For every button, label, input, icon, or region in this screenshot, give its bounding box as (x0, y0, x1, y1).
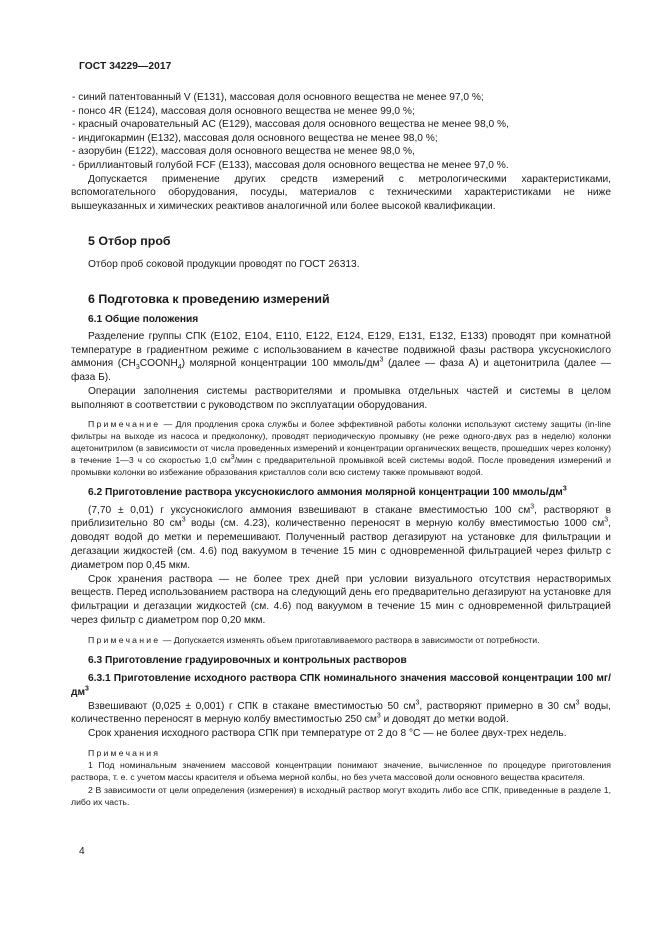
note-label: Примечание (88, 634, 161, 645)
paragraph: Срок хранения раствора — не более трех дней при условии визуального отсутствия нерастворимых веществ. Перед использованием раствора на следующий день его предварительно дегазируют на установке для фильтрации и дегазации жидкостей (см. 4.6) под вакуумом в течение 15 мин с одновременной фильтрацией через фильтр с диаметром пор 0,20 мкм. (71, 573, 611, 626)
paragraph: Отбор проб соковой продукции проводят по ГОСТ 26313. (88, 258, 360, 270)
paragraph: Взвешивают (0,025 ± 0,001) г СПК в стакане вместимостью 50 $см^3$, растворяют примерно в 30 $см^3$ воды, количественно переносят в мерную колбу вместимостью 250 $см^3$ и доводят до метки водой. (71, 699, 611, 726)
note: 2 В зависимости от цели определения (измерения) в исходный раствор могут входить либо все СПК, приведенные в разделе 1, либо их часть. (71, 784, 611, 807)
paragraph: Разделение группы СПК (E102, E104, E110, E122, E124, E129, E131, E132, E133) проводят при комнатной температуре в градиентном режиме с использованием в качестве подвижной фазы раствора уксуснокислого аммония $(CH_3COONH_4)$ молярной концентрации 100 ммоль/$дм^3$ (далее — фаза А) и ацетонитрила (далее — фаза Б). (71, 330, 611, 384)
list-item: - понсо 4R (E124), массовая доля основного вещества не менее 99,0 %; (72, 105, 415, 117)
note: 1 Под номинальным значением массовой концентрации понимают значение, вычисленное по процедуре приготовления раствора, т. е. с учетом массы красителя и объема мерной колбы, но без учета массовой доли основного вещества красителя. (71, 760, 611, 783)
notes-label: Примечания (88, 747, 161, 758)
list-item: - азорубин (E122), массовая доля основного вещества не менее 98,0 %, (72, 146, 415, 158)
paragraph: Допускается применение других средств измерений с метрологическими характеристиками, вспомогательного оборудования, посуды, материалов с техническими характеристиками не ниже вышеуказанных и химических реактивов аналогичной или более высокой квалификации. (71, 173, 611, 213)
reagent-list (72, 91, 611, 173)
subsection-heading: 6.1 Общие положения (88, 313, 199, 325)
note: Примечание — Для продления срока службы и более эффективной работы колонки используют систему защиты (in-line фильтры на выходе из насоса и предколонку), проводят периодическую промывку (не реже одного-двух раз в неделю) колонки ацетонитрилом (в зависимости от числа проведенных измерений и концентрации органических веществ, прошедших через колонку) в течение 1—3 ч со скоростью 1,0 $см^3$/мин с предварительной промывкой всей системы водой. После проведения измерений и промывки колонки во избежание образования кристаллов соли всю систему также промывают водой. (71, 418, 612, 478)
paragraph: Срок хранения исходного раствора СПК при температуре от 2 до 8 °С — не более двух-трех недель. (88, 728, 567, 740)
list-item: - красный очаровательный AC (E129), массовая доля основного вещества не менее 98,0 %, (72, 119, 509, 131)
paragraph: Операции заполнения системы растворителями и промывка отдельных частей и системы в целом выполняют в соответствии с руководством по эксплуатации оборудования. (71, 385, 611, 411)
document-header: ГОСТ 34229—2017 (79, 61, 172, 72)
section-heading: 6 Подготовка к проведению измерений (88, 291, 330, 306)
note: Примечание — Допускается изменять объем приготавливаемого раствора в зависимости от потребности. (88, 634, 540, 645)
section-heading: 5 Отбор проб (88, 233, 171, 248)
list-item: - синий патентованный V (E131), массовая доля основного вещества не менее 97,0 %; (72, 92, 484, 103)
subsection-heading: 6.2 Приготовление раствора уксуснокислого аммония молярной концентрации 100 ммоль/$дм^3$ (88, 485, 567, 498)
page-number: 4 (79, 846, 85, 857)
subsection-heading: 6.3.1 Приготовление исходного раствора СПК номинального значения массовой концентрации 100 $мг/дм^3$ (71, 672, 611, 698)
subsection-heading: 6.3 Приготовление градуировочных и контрольных растворов (88, 654, 407, 666)
note-label: Примечание (88, 418, 161, 429)
paragraph: (7,70 ± 0,01) г уксуснокислого аммония взвешивают в стакане вместимостью 100 $см^3$, растворяют в приблизительно 80 $см^3$ воды (см. 4.23), количественно переносят в мерную колбу вместимостью 1000 $см^3$, доводят водой до метки и перемешивают. Полученный раствор дегазируют на установке для фильтрации и дегазации жидкостей (см. 4.6) под вакуумом в течение 15 мин с одновременной фильтрацией через фильтр с диаметром пор 0,45 мкм. (71, 503, 611, 571)
list-item: - бриллиантовый голубой FCF (E133), массовая доля основного вещества не менее 97,0 %. (72, 159, 509, 171)
list-item: - индигокармин (E132), массовая доля основного вещества не менее 98,0 %; (72, 132, 438, 144)
document-body (71, 91, 612, 808)
